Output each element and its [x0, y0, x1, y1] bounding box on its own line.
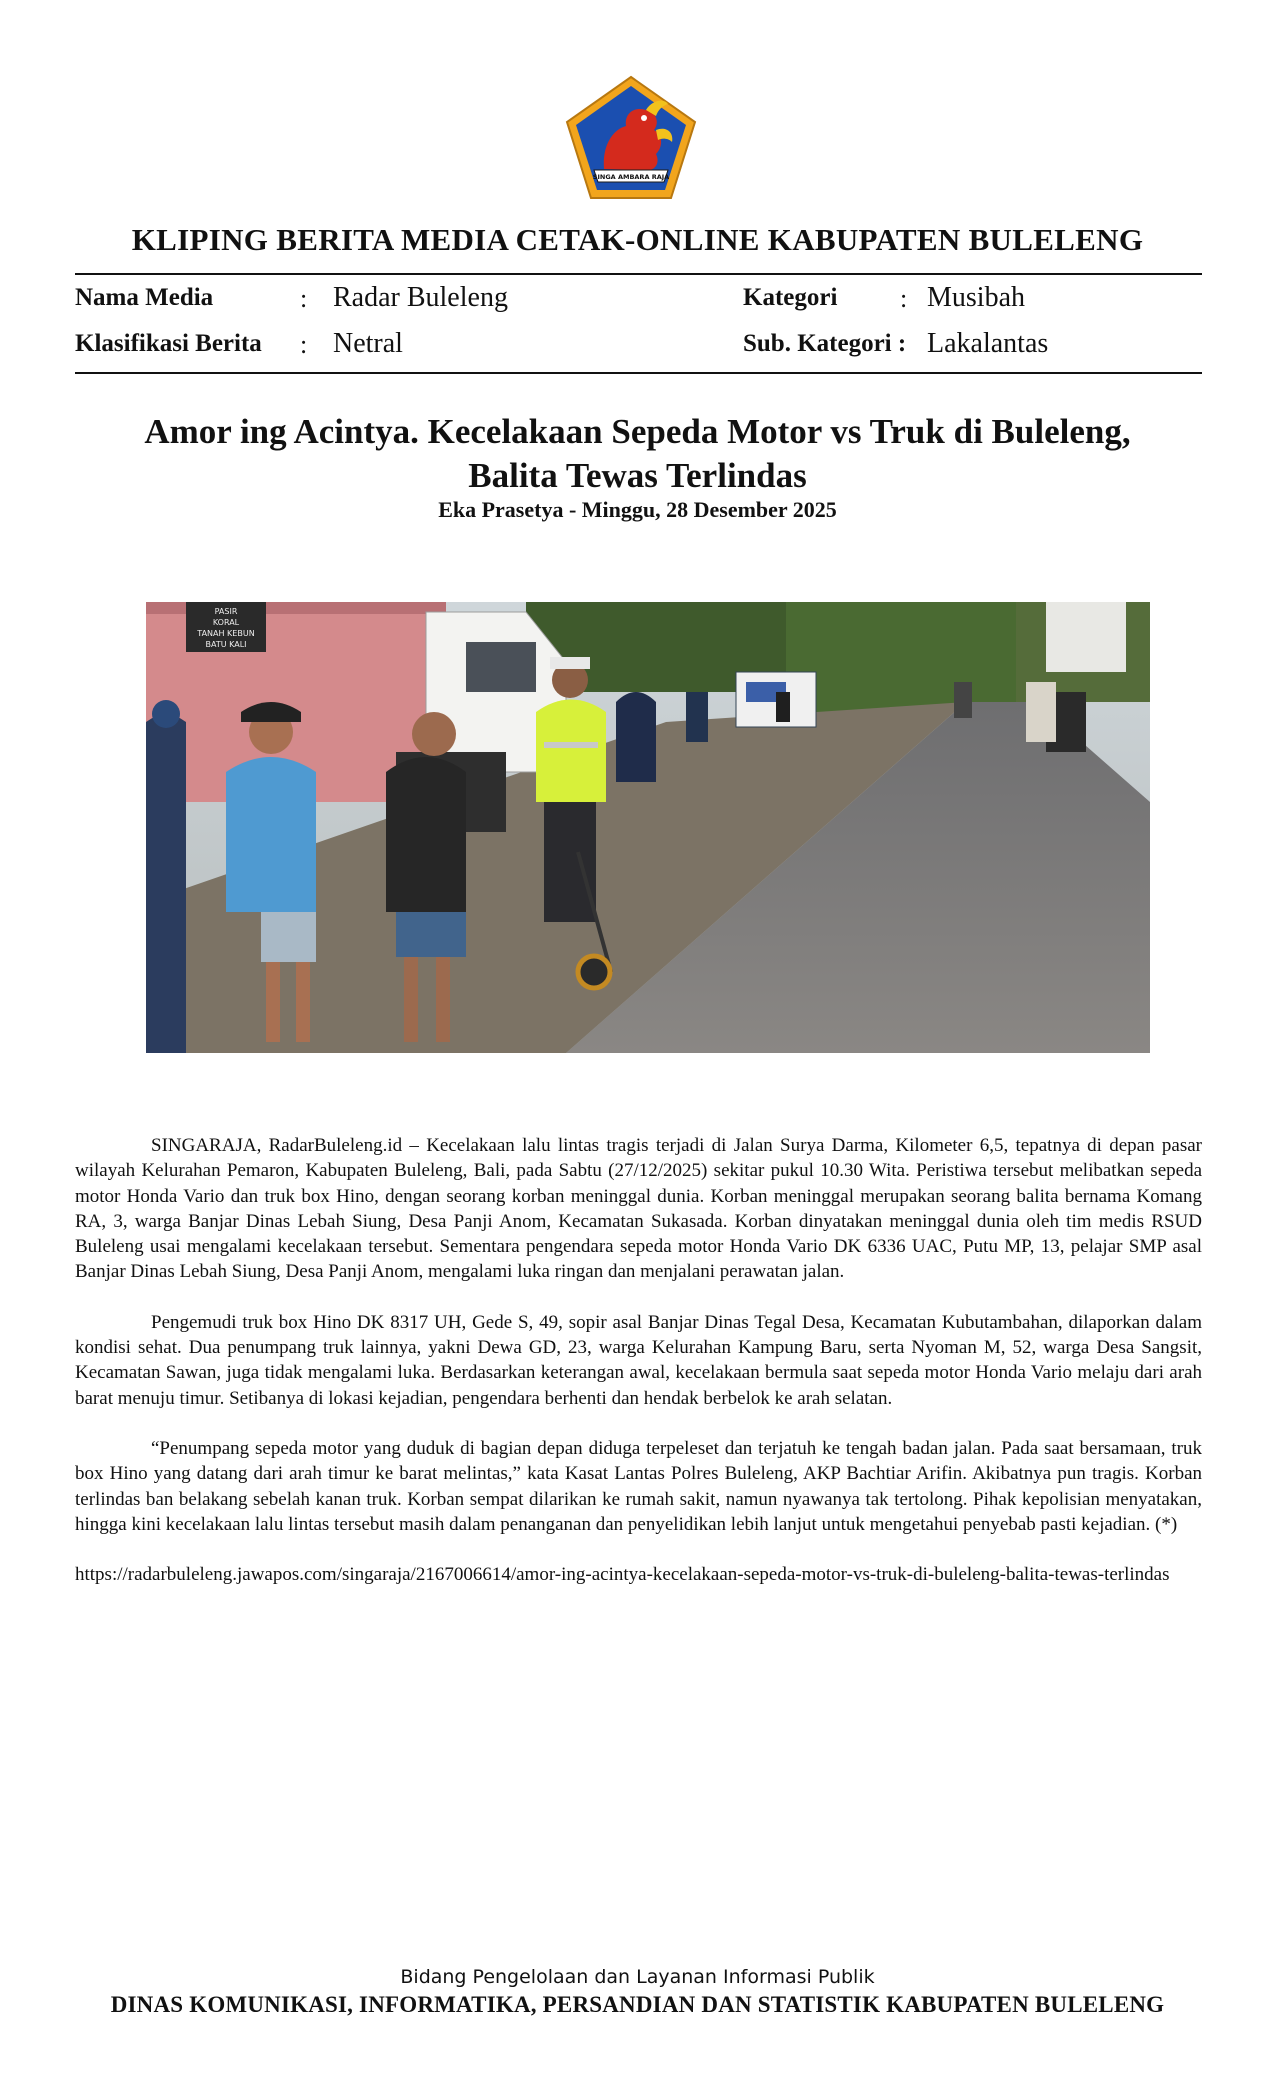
- subkategori-label: Sub. Kategori :: [743, 330, 907, 357]
- kategori-colon: :: [900, 284, 908, 313]
- article-title-line2: Balita Tewas Terlindas: [468, 456, 807, 495]
- article-paragraph-1: SINGARAJA, RadarBuleleng.id – Kecelakaan lalu lintas tragis terjadi di Jalan Surya Darma, Kilometer 6,5, tepatnya di depan pasar wilayah Kelurahan Pemaron, Kabupaten Buleleng, Bali, pada Sabtu (27/12/2025) sekitar pukul 10.30 Wita. Peristiwa tersebut melibatkan sepeda motor Honda Vario dan truk box Hino, dengan seorang korban meninggal dunia. Korban meninggal merupakan seorang balita bernama Komang RA, 3, warga Banjar Dinas Lebah Siung, Desa Panji Anom, Kecamatan Sukasada. Korban dinyatakan meninggal dunia oleh tim medis RSUD Buleleng usai mengalami kecelakaan tersebut. Sementara pengendara sepeda motor Honda Vario DK 6336 UAC, Putu MP, 13, pelajar SMP asal Banjar Dinas Lebah Siung, Desa Panji Anom, mengalami luka ringan dan menjalani perawatan jalan.: [75, 1135, 1202, 1283]
- logo-motto: SINGA AMBARA RAJA: [592, 173, 670, 181]
- footer-unit: Bidang Pengelolaan dan Layanan Informasi Publik: [400, 1966, 875, 1988]
- document-title: KLIPING BERITA MEDIA CETAK-ONLINE KABUPATEN BULELENG: [131, 222, 1144, 257]
- klasifikasi-colon: :: [300, 330, 308, 359]
- sign-line-2: KORAL: [212, 618, 240, 627]
- sign-line-4: BATU KALI: [205, 640, 247, 649]
- header-rule: [75, 273, 1202, 275]
- article-byline: Eka Prasetya - Minggu, 28 Desember 2025: [438, 497, 837, 522]
- kategori-label: Kategori: [743, 284, 838, 311]
- coat-of-arms-logo: [564, 74, 698, 202]
- klasifikasi-label: Klasifikasi Berita: [75, 330, 262, 357]
- media-value: Radar Buleleng: [333, 282, 508, 313]
- source-url: https://radarbuleleng.jawapos.com/singaraja/2167006614/amor-ing-acintya-kecelakaan-sepeda-motor-vs-truk-di-buleleng-balita-tewas-terlindas: [75, 1564, 1170, 1586]
- media-colon: :: [300, 284, 308, 313]
- media-label: Nama Media: [75, 284, 214, 311]
- footer-office: DINAS KOMUNIKASI, INFORMATIKA, PERSANDIAN DAN STATISTIK KABUPATEN BULELENG: [110, 1992, 1165, 2017]
- meta-rule: [75, 372, 1202, 374]
- article-title: [100, 410, 1175, 498]
- article-title-line1: Amor ing Acintya. Kecelakaan Sepeda Motor vs Truk di Buleleng,: [144, 412, 1131, 451]
- article-body: [75, 1133, 1202, 1612]
- article-paragraph-2: Pengemudi truk box Hino DK 8317 UH, Gede S, 49, sopir asal Banjar Dinas Tegal Desa, Kecamatan Kubutambahan, dilaporkan dalam kondisi sehat. Dua penumpang truk lainnya, yakni Dewa GD, 23, warga Kelurahan Kampung Baru, serta Nyoman M, 52, warga Desa Sangsit, Kecamatan Sawan, juga tidak mengalami luka. Berdasarkan keterangan awal, kecelakaan bermula saat sepeda motor Honda Vario melaju dari arah barat menuju timur. Setibanya di lokasi kejadian, pengendara berhenti dan hendak berbelok ke arah selatan.: [75, 1311, 1202, 1409]
- accident-scene-image: [146, 602, 1150, 1053]
- sign-line-3: TANAH KEBUN: [197, 629, 255, 638]
- klasifikasi-value: Netral: [333, 328, 403, 359]
- kategori-value: Musibah: [927, 282, 1025, 313]
- subkategori-value: Lakalantas: [927, 328, 1049, 359]
- article-photo: [146, 602, 1150, 1053]
- article-paragraph-3: “Penumpang sepeda motor yang duduk di bagian depan diduga terpeleset dan terjatuh ke tengah badan jalan. Pada saat bersamaan, truk box Hino yang datang dari arah timur ke barat melintas,” kata Kasat Lantas Polres Buleleng, AKP Bachtiar Arifin. Akibatnya pun tragis. Korban terlindas ban belakang sebelah kanan truk. Korban sempat dilarikan ke rumah sakit, namun nyawanya tak tertolong. Pihak kepolisian menyatakan, hingga kini kecelakaan lalu lintas tersebut masih dalam penanganan dan penyelidikan lebih lanjut untuk mengetahui penyebab pasti kejadian. (*): [75, 1437, 1202, 1535]
- sign-line-1: PASIR: [214, 607, 238, 616]
